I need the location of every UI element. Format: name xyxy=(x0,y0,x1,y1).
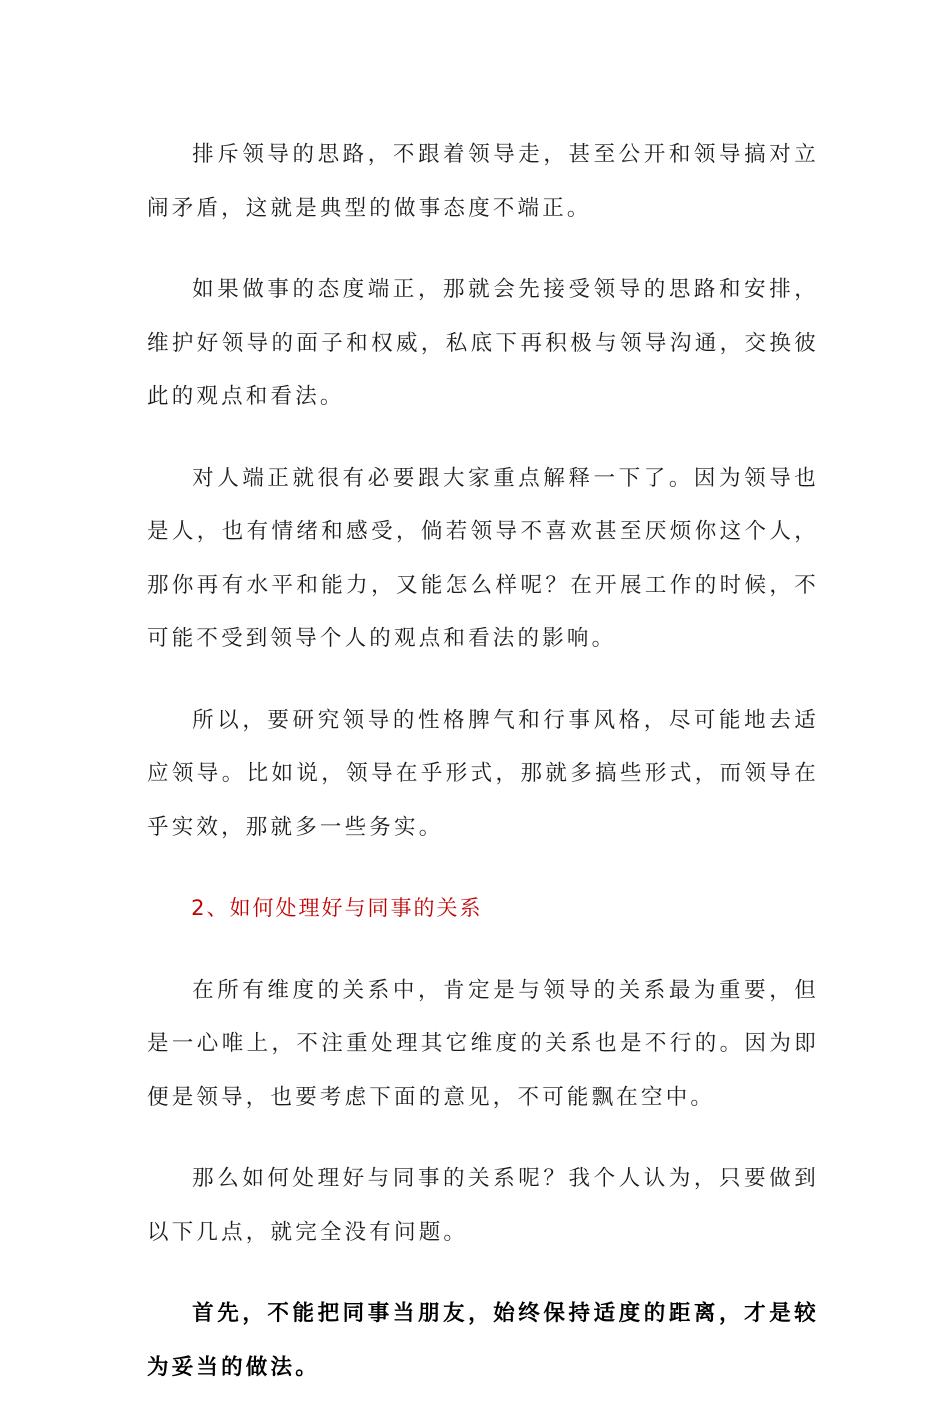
paragraph-4: 所以，要研究领导的性格脾气和行事风格，尽可能地去适应领导。比如说，领导在乎形式，那就多搞些形式，而领导在乎实效，那就多一些务实。 xyxy=(147,707,819,840)
section-heading: 2、如何处理好与同事的关系 xyxy=(191,896,483,920)
document-body xyxy=(147,128,819,1422)
paragraph-5: 在所有维度的关系中，肯定是与领导的关系最为重要，但是一心唯上，不注重处理其它维度的关系也是不行的。因为即便是领导，也要考虑下面的意见，不可能飘在空中。 xyxy=(147,977,819,1110)
paragraph-3: 对人端正就很有必要跟大家重点解释一下了。因为领导也是人，也有情绪和感受，倘若领导不喜欢甚至厌烦你这个人，那你再有水平和能力，又能怎么样呢？在开展工作的时候，不可能不受到领导个人的观点和看法的影响。 xyxy=(147,465,819,651)
paragraph-6: 那么如何处理好与同事的关系呢？我个人认为，只要做到以下几点，就完全没有问题。 xyxy=(147,1166,819,1245)
bold-paragraph: 首先，不能把同事当朋友，始终保持适度的距离，才是较为妥当的做法。 xyxy=(147,1301,819,1380)
paragraph-2: 如果做事的态度端正，那就会先接受领导的思路和安排，维护好领导的面子和权威，私底下再积极与领导沟通，交换彼此的观点和看法。 xyxy=(147,277,819,409)
paragraph-1: 排斥领导的思路，不跟着领导走，甚至公开和领导搞对立闹矛盾，这就是典型的做事态度不端正。 xyxy=(147,142,819,221)
